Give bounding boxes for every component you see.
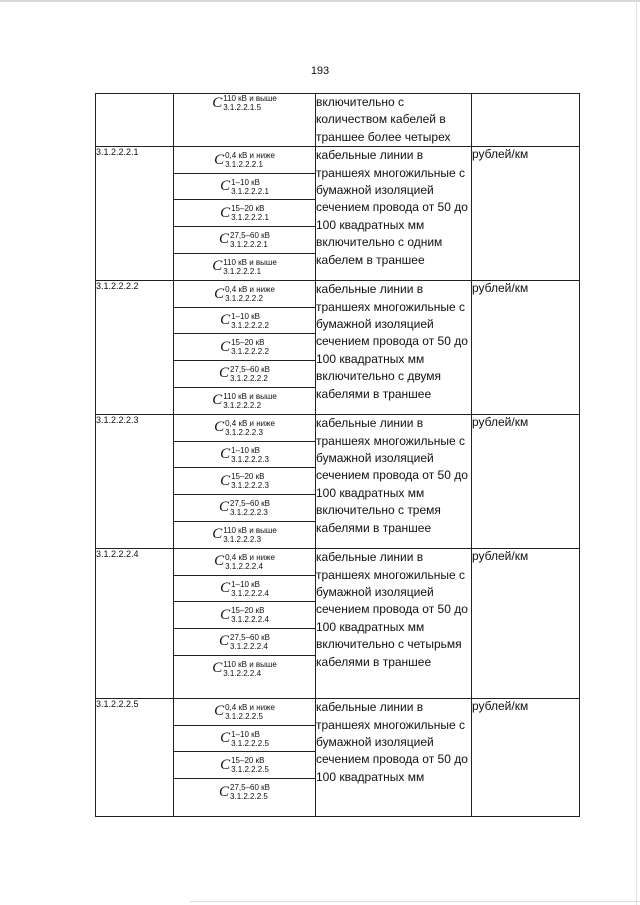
formula-cell [174, 656, 315, 683]
cost-symbol [212, 526, 277, 544]
symbol-letter: C [214, 553, 225, 570]
scan-edge-right [636, 0, 637, 905]
symbol-letter: C [219, 231, 230, 248]
voltage-superscript: 110 кВ и выше [223, 94, 277, 103]
row-code [96, 94, 174, 147]
index-subscript: 3.1.2.2.2.3 [225, 427, 263, 437]
voltage-superscript: 1–10 кВ [231, 311, 260, 321]
cost-symbol [219, 499, 270, 517]
formula-cell [174, 629, 315, 656]
row-formulas [174, 147, 316, 281]
formula-list [174, 549, 315, 682]
formula-cell [174, 495, 315, 522]
formula-cell [174, 752, 315, 779]
index-subscript: 3.1.2.2.2.3 [223, 534, 262, 544]
voltage-superscript: 0,4 кВ и ниже [225, 151, 275, 161]
row-unit: рублей/км [472, 699, 580, 817]
cost-symbol [220, 204, 269, 222]
voltage-superscript: 110 кВ и выше [223, 659, 277, 669]
symbol-letter: C [220, 204, 231, 221]
voltage-superscript: 15–20 кВ [231, 204, 265, 214]
table-row [96, 549, 580, 699]
formula-cell [174, 254, 315, 281]
formula-cell [174, 602, 315, 629]
voltage-superscript: 0,4 кВ и ниже [225, 552, 275, 562]
symbol-letter: C [219, 633, 230, 650]
voltage-superscript: 0,4 кВ и ниже [225, 702, 275, 712]
index-subscript: 3.1.2.2.2.5 [230, 792, 268, 802]
symbol-letter: C [220, 472, 231, 489]
symbol-letter: C [220, 606, 231, 623]
symbol-letter: C [214, 285, 225, 302]
voltage-superscript: 0,4 кВ и ниже [225, 418, 275, 428]
symbol-letter: C [220, 756, 231, 773]
symbol-letter: C [219, 783, 230, 800]
formula-list [174, 415, 315, 548]
index-subscript: 3.1.2.2.2.1 [231, 186, 269, 196]
index-subscript: 3.1.2.2.2.3 [231, 454, 269, 464]
row-code: 3.1.2.2.2.4 [96, 549, 174, 699]
cost-symbol [212, 660, 277, 678]
row-formulas [174, 699, 316, 817]
voltage-superscript: 110 кВ и выше [223, 391, 277, 401]
tariff-table-body [96, 94, 580, 817]
voltage-superscript: 1–10 кВ [231, 579, 260, 589]
cost-symbol [219, 231, 270, 249]
table-row [96, 94, 580, 147]
symbol-letter: C [220, 446, 231, 463]
index-subscript: 3.1.2.2.2.2 [223, 400, 262, 410]
formula-cell [174, 94, 315, 112]
voltage-superscript: 15–20 кВ [231, 472, 265, 482]
row-unit: рублей/км [472, 147, 580, 281]
table-row [96, 699, 580, 817]
cost-symbol [219, 365, 270, 383]
formula-cell [174, 227, 315, 254]
cost-symbol [214, 419, 275, 437]
row-formulas [174, 549, 316, 699]
cost-symbol [212, 392, 277, 410]
formula-cell [174, 468, 315, 495]
row-formulas [174, 415, 316, 549]
tariff-table [95, 93, 580, 817]
row-description: включительно с количеством кабелей в траншее более четырех [316, 94, 472, 147]
cost-symbol [214, 151, 275, 169]
row-unit: рублей/км [472, 281, 580, 415]
scan-edge-top [0, 0, 640, 2]
cost-symbol [220, 730, 269, 748]
index-subscript: 3.1.2.2.2.4 [230, 641, 268, 651]
index-subscript: 3.1.2.2.2.5 [231, 765, 269, 775]
formula-cell [174, 174, 315, 201]
cost-symbol [220, 472, 269, 490]
table-row [96, 147, 580, 281]
cost-symbol [214, 285, 275, 303]
symbol-letter: C [214, 151, 225, 168]
index-subscript: 3.1.2.2.2.1 [230, 239, 268, 249]
formula-cell [174, 726, 315, 753]
cost-symbol [212, 94, 277, 112]
formula-list [174, 699, 315, 805]
symbol-letter: C [214, 419, 225, 436]
voltage-superscript: 15–20 кВ [231, 756, 265, 766]
index-subscript: 3.1.2.2.2.2 [231, 320, 269, 330]
voltage-superscript: 0,4 кВ и ниже [225, 285, 275, 295]
row-code: 3.1.2.2.2.3 [96, 415, 174, 549]
symbol-letter: C [219, 499, 230, 516]
cost-symbol [220, 446, 269, 464]
cost-symbol [219, 783, 270, 801]
index-subscript: 3.1.2.2.2.5 [225, 711, 263, 721]
voltage-superscript: 1–10 кВ [231, 177, 260, 187]
index-subscript: 3.1.2.2.1.5 [223, 103, 262, 112]
formula-cell [174, 147, 315, 174]
symbol-letter: C [220, 730, 231, 747]
index-subscript: 3.1.2.2.2.2 [230, 373, 268, 383]
index-subscript: 3.1.2.2.2.1 [223, 266, 262, 276]
voltage-superscript: 1–10 кВ [231, 445, 260, 455]
cost-symbol [220, 580, 269, 598]
symbol-letter: C [220, 312, 231, 329]
symbol-letter: C [219, 365, 230, 382]
page-number: 193 [310, 65, 330, 77]
voltage-superscript: 15–20 кВ [231, 338, 265, 348]
formula-cell [174, 699, 315, 726]
voltage-superscript: 27,5–60 кВ [230, 230, 270, 240]
index-subscript: 3.1.2.2.2.4 [231, 588, 269, 598]
row-description: кабельные линии в траншеях многожильные с бумажной изоляцией сечением провода от 50 до 100 квадратных мм включительно с двумя кабелями в траншее [316, 281, 472, 415]
formula-cell [174, 334, 315, 361]
formula-list [174, 94, 315, 112]
formula-cell [174, 200, 315, 227]
voltage-superscript: 27,5–60 кВ [230, 632, 270, 642]
voltage-superscript: 110 кВ и выше [223, 525, 277, 535]
index-subscript: 3.1.2.2.2.2 [225, 294, 263, 304]
cost-symbol [219, 633, 270, 651]
voltage-superscript: 27,5–60 кВ [230, 783, 270, 793]
index-subscript: 3.1.2.2.2.5 [231, 738, 269, 748]
voltage-superscript: 15–20 кВ [231, 606, 265, 616]
cost-symbol [220, 338, 269, 356]
index-subscript: 3.1.2.2.2.2 [231, 347, 269, 357]
cost-symbol [212, 258, 277, 276]
index-subscript: 3.1.2.2.2.3 [231, 481, 269, 491]
formula-cell [174, 281, 315, 308]
row-code: 3.1.2.2.2.5 [96, 699, 174, 817]
formula-cell [174, 522, 315, 549]
cost-symbol [214, 703, 275, 721]
formula-cell [174, 415, 315, 442]
row-code: 3.1.2.2.2.1 [96, 147, 174, 281]
cost-symbol [220, 756, 269, 774]
formula-cell [174, 388, 315, 415]
symbol-letter: C [220, 580, 231, 597]
cost-symbol [220, 312, 269, 330]
cost-symbol [220, 606, 269, 624]
row-unit [472, 94, 580, 147]
formula-cell [174, 361, 315, 388]
cost-symbol [214, 553, 275, 571]
formula-cell [174, 779, 315, 806]
row-formulas [174, 94, 316, 147]
scan-edge-bottom [190, 901, 640, 902]
index-subscript: 3.1.2.2.2.4 [231, 615, 269, 625]
formula-list [174, 147, 315, 280]
symbol-letter: C [220, 338, 231, 355]
symbol-letter: C [212, 94, 223, 111]
row-description: кабельные линии в траншеях многожильные с бумажной изоляцией сечением провода от 50 до 100 квадратных мм включительно с тремя кабелями в траншее [316, 415, 472, 549]
index-subscript: 3.1.2.2.2.4 [225, 561, 263, 571]
row-code: 3.1.2.2.2.2 [96, 281, 174, 415]
row-unit: рублей/км [472, 549, 580, 699]
table-row [96, 415, 580, 549]
formula-cell [174, 576, 315, 603]
row-unit: рублей/км [472, 415, 580, 549]
table-row [96, 281, 580, 415]
row-description: кабельные линии в траншеях многожильные с бумажной изоляцией сечением провода от 50 до 100 квадратных мм включительно с четырьмя кабелями в траншее [316, 549, 472, 699]
symbol-letter: C [212, 258, 223, 275]
symbol-letter: C [212, 392, 223, 409]
formula-cell [174, 549, 315, 576]
cost-symbol [220, 178, 269, 196]
symbol-letter: C [212, 526, 223, 543]
index-subscript: 3.1.2.2.2.4 [223, 668, 262, 678]
voltage-superscript: 27,5–60 кВ [230, 364, 270, 374]
voltage-superscript: 27,5–60 кВ [230, 498, 270, 508]
row-description: кабельные линии в траншеях многожильные с бумажной изоляцией сечением провода от 50 до 100 квадратных мм [316, 699, 472, 817]
formula-cell [174, 442, 315, 469]
index-subscript: 3.1.2.2.2.1 [231, 213, 269, 223]
index-subscript: 3.1.2.2.2.1 [225, 160, 263, 170]
formula-cell [174, 308, 315, 335]
voltage-superscript: 110 кВ и выше [223, 257, 277, 267]
voltage-superscript: 1–10 кВ [231, 729, 260, 739]
symbol-letter: C [212, 660, 223, 677]
formula-list [174, 281, 315, 414]
symbol-letter: C [220, 178, 231, 195]
row-description: кабельные линии в траншеях многожильные с бумажной изоляцией сечением провода от 50 до 100 квадратных мм включительно с одним кабелем в траншее [316, 147, 472, 281]
row-formulas [174, 281, 316, 415]
index-subscript: 3.1.2.2.2.3 [230, 507, 268, 517]
symbol-letter: C [214, 703, 225, 720]
